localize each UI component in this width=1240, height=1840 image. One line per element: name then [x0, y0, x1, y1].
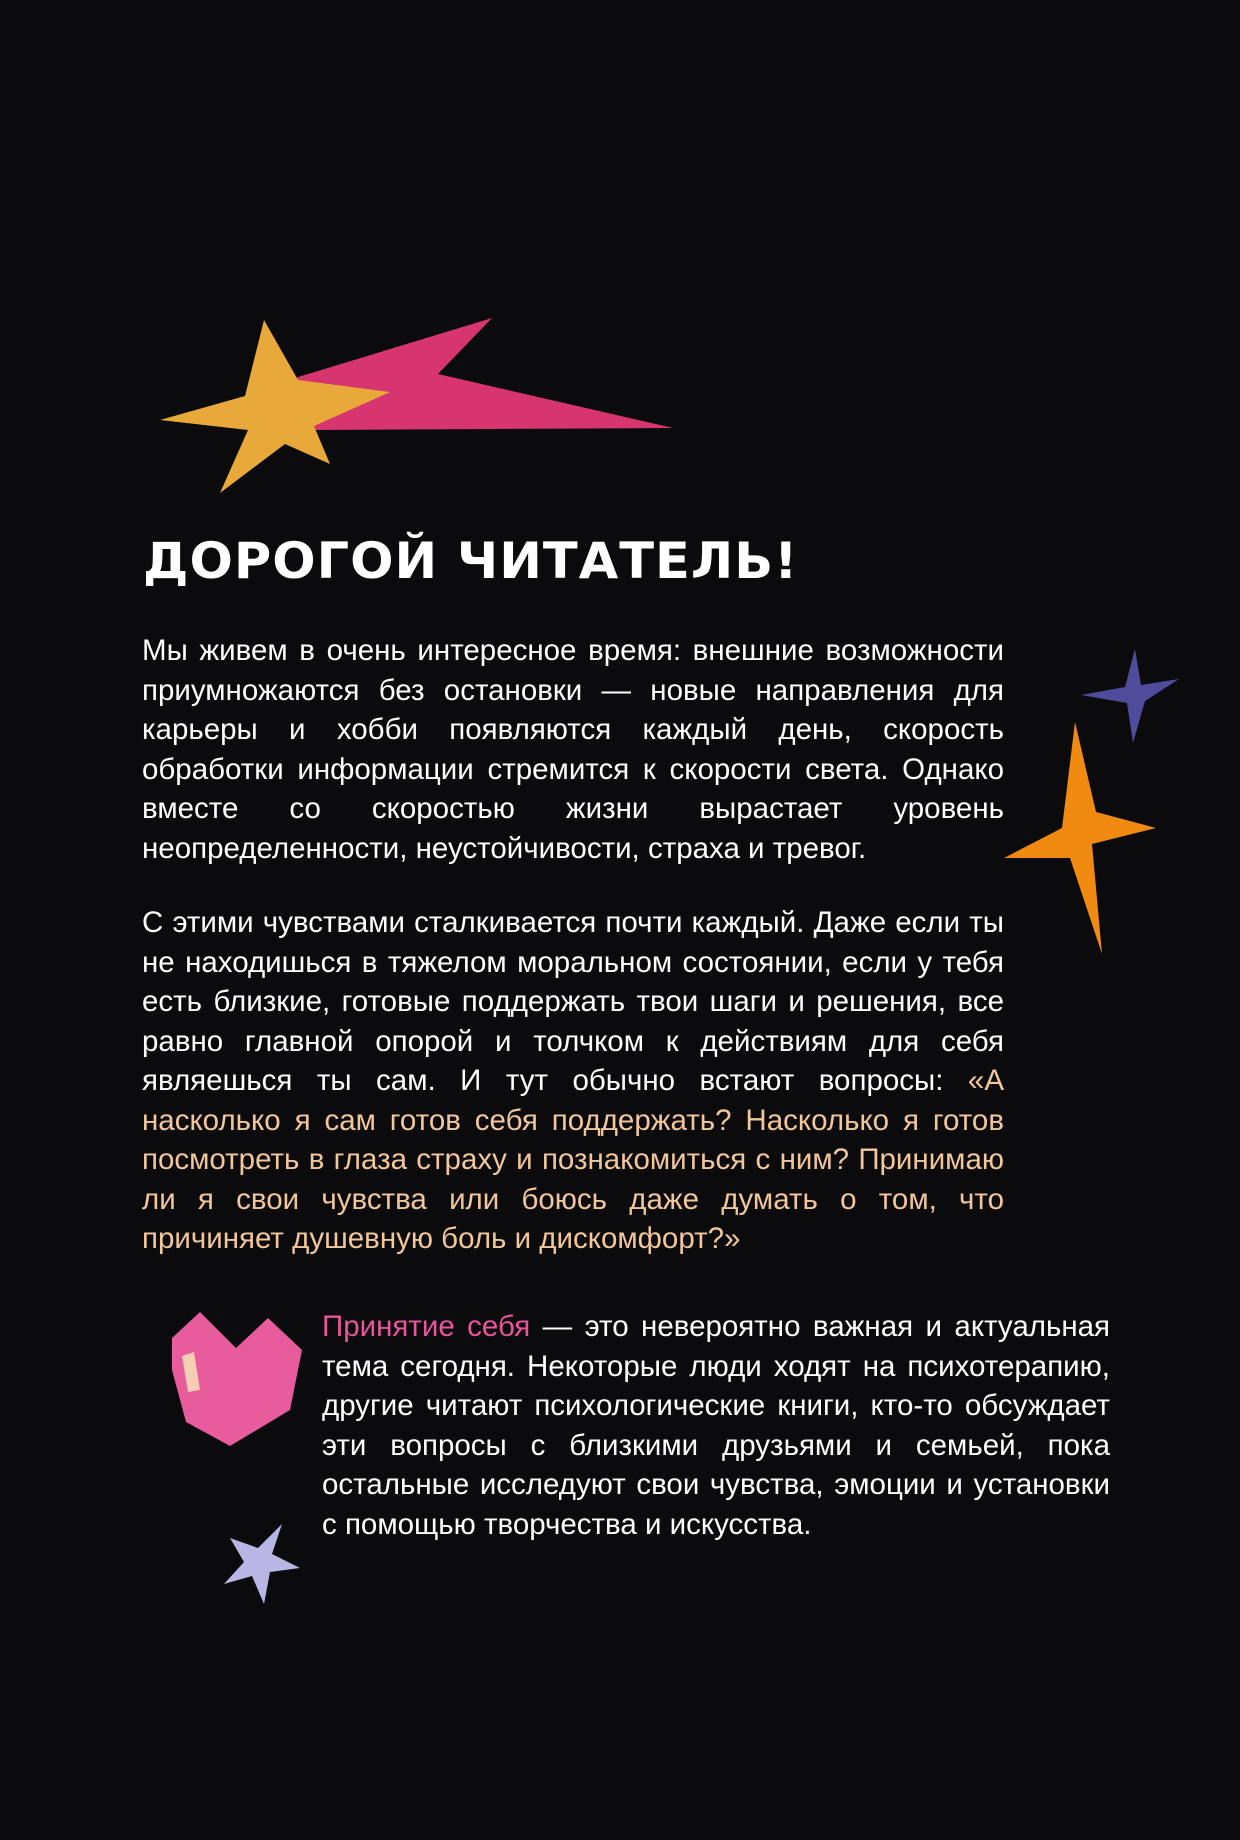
- feelings-text: С этими чувствами сталкивается почти каждый. Даже если ты не находишься в тяжелом моральном состоянии, если у тебя есть близкие, готовые поддержать твои шаги и решения, все равно главной опорой и толчком к действиям для себя являешься ты сам. И тут обычно встают вопросы:: [142, 906, 1004, 1097]
- lavender-star-icon: [220, 1518, 304, 1608]
- heart-icon: [168, 1310, 308, 1450]
- shooting-star-icon: [150, 308, 680, 498]
- self-acceptance-highlight: Принятие себя: [322, 1310, 531, 1343]
- self-acceptance-text: — это невероятно важная и актуальная тема сегодня. Некоторые люди ходят на психотерапию, другие читают психологические книги, кто-то обсуждает эти вопросы с близкими друзьями и семьей, пока остальные исследуют свои чувства, эмоции и установки с помощью творчества и искусства.: [322, 1310, 1111, 1541]
- page-title: ДОРОГОЙ ЧИТАТЕЛЬ!: [143, 532, 799, 590]
- feelings-paragraph: [142, 903, 1004, 1259]
- quote-text: «А насколько я сам готов себя поддержать? Насколько я готов посмотреть в глаза страху и познакомиться с ним? Принимаю ли я свои чувства или боюсь даже думать о том, что причиняет душевную боль и дискомфорт?»: [142, 1064, 1004, 1255]
- self-acceptance-paragraph: [322, 1307, 1110, 1544]
- orange-star-icon: [1000, 718, 1162, 958]
- intro-paragraph: Мы живем в очень интересное время: внешние возможности приумножаются без остановки — новые направления для карьеры и хобби появляются каждый день, скорость обработки информации стремится к скорости света. Однако вместе со скоростью жизни вырастает уровень неопределенности, неустойчивости, страха и тревог.: [142, 634, 1004, 865]
